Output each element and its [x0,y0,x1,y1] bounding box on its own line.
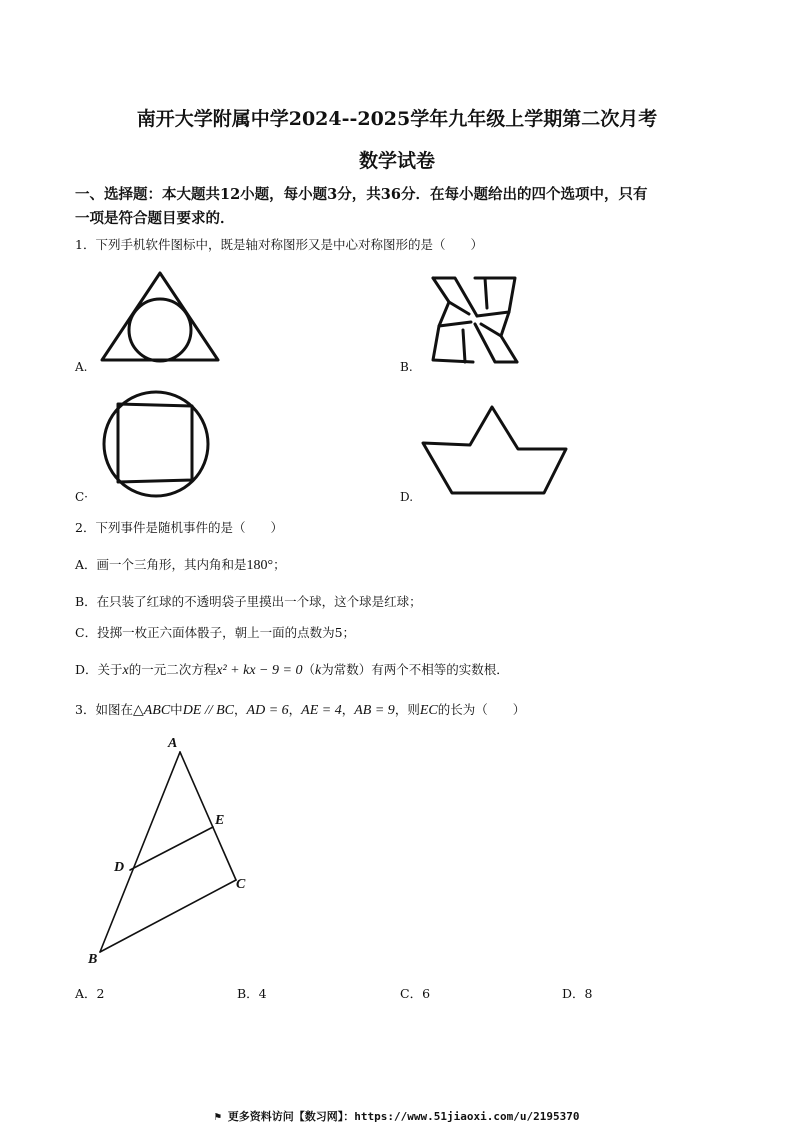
q2-option-a-suffix: ； [273,557,286,572]
q3-cond-ab: AB = 9 [354,703,395,718]
side-ab [100,752,180,952]
q3-zhong: 中 [170,702,183,717]
question-1-stem: 1．下列手机软件图标中，既是轴对称图形又是中心对称图形的是（ ） [75,237,483,252]
q2-option-d-mid: 的一元二次方程 [128,662,217,677]
q2-option-d-equation: x² + kx − 9 = 0 [216,663,303,678]
segment-de [130,827,213,870]
vertex-label-b: B [88,952,98,967]
q2-option-a-prefix: A．画一个三角形，其内角和是 [75,557,247,572]
q3-cond-parallel: DE // BC [182,703,235,718]
exam-subtitle: 数学试卷 [358,150,435,172]
q3-option-d: D．8 [562,986,593,1001]
q3-prefix: 3．如图在 [75,702,133,717]
side-bc [100,880,236,952]
q3-comma-3: ， [341,702,355,717]
q2-option-d-tail: 为常数）有两个不相等的实数根． [321,662,509,677]
q1-option-a-label: A. [75,360,88,374]
q1-option-d-label: D. [400,490,414,504]
vertex-label-d: D [114,860,125,875]
q2-option-d-k: k [314,663,322,678]
question-2-stem: 2．下列事件是随机事件的是（ ） [75,520,283,535]
q2-option-a-math: 180° [246,558,274,573]
q1-option-c-label: C· [75,490,88,504]
footer-text[interactable]: 更多资料访问【数习网】：https://www.51jiaoxi.com/u/2195370 [227,1110,580,1123]
q2-option-d-var: x [122,663,129,678]
footer-link[interactable] [0,1108,794,1124]
q3-comma-2: ， [288,702,302,717]
q3-comma-1: ， [234,702,247,717]
exam-title: 南开大学附属中学2024--2025学年九年级上学期第二次月考 [136,108,658,130]
q3-cond-ae: AE = 4 [301,703,342,718]
vertex-label-e: E [215,813,225,828]
q2-option-d-paren-open: （ [302,662,315,677]
q1-option-b-label: B. [400,360,413,374]
flag-icon: ⚑ [214,1110,222,1123]
vertex-label-c: C [236,877,246,892]
q3-cond-ad: AD = 6 [246,703,289,718]
q3-triangle: △ABC [132,703,171,718]
vertex-label-a: A [168,736,178,751]
q3-tail: 的长为（ ） [437,702,526,717]
q3-ze: ，则 [394,702,420,717]
q3-option-b: B．4 [237,986,267,1001]
section-heading-line1: 一、选择题：本大题共12小题，每小题3分，共36分．在每小题给出的四个选项中，只有 [75,186,648,203]
section-heading-line2: 一项是符合题目要求的． [75,210,235,227]
q3-option-c: C．6 [400,986,431,1001]
side-ac [180,752,236,880]
q3-ec: EC [419,703,438,718]
q2-option-d-prefix: D．关于 [75,662,123,677]
q3-option-a: A．2 [75,986,105,1001]
q2-option-c: C．投掷一枚正六面体骰子，朝上一面的点数为5； [75,625,356,640]
q2-option-b: B．在只装了红球的不透明袋子里摸出一个球，这个球是红球； [75,594,422,609]
